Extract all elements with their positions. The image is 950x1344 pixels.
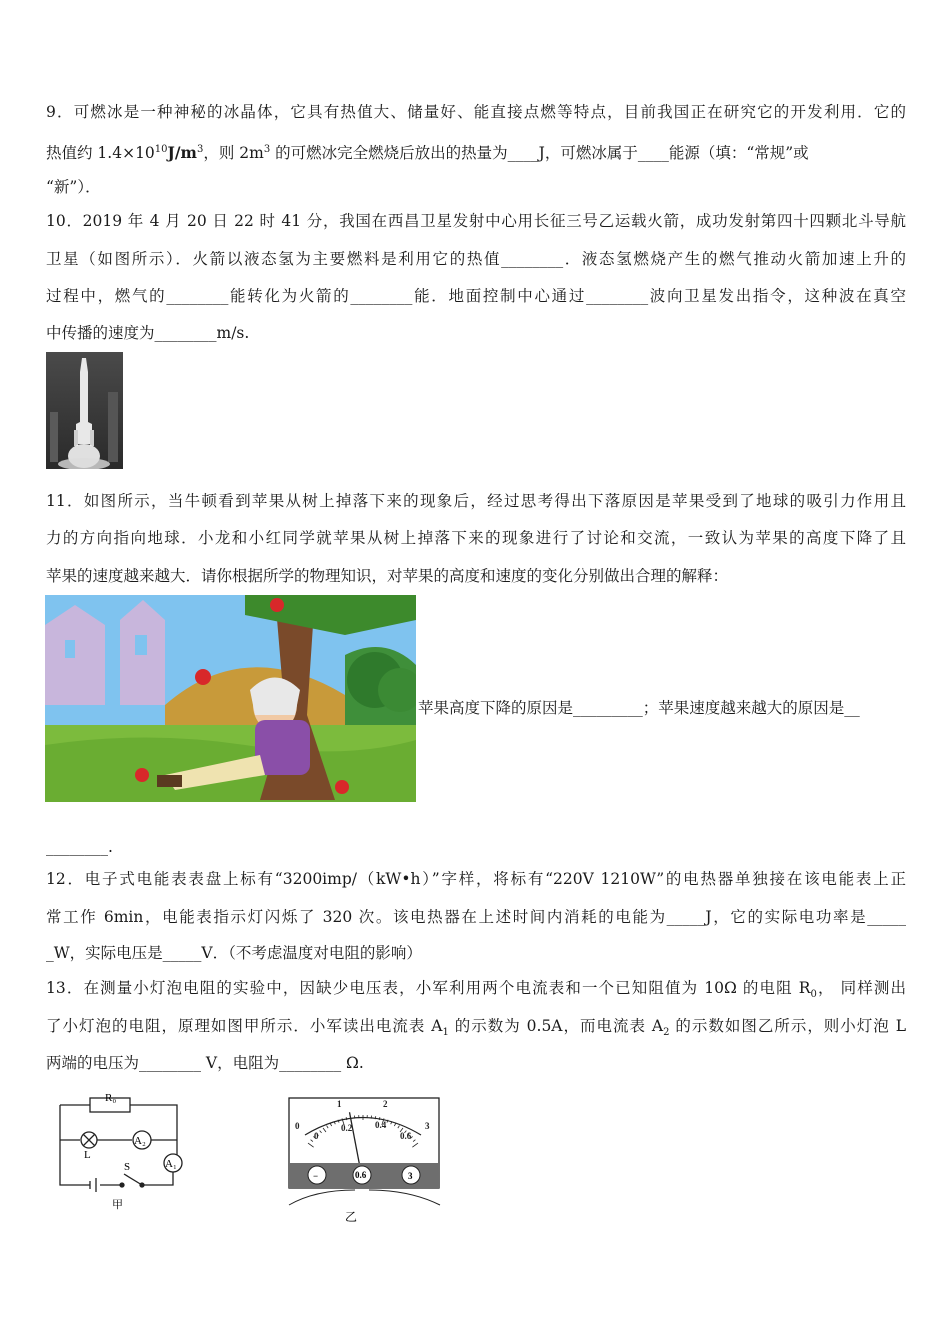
- q9-exponent: 10: [154, 144, 168, 155]
- q12-line2: 常工作 6min，电能表指示灯闪烁了 320 次。该电热器在上述时间内消耗的电能为_____J，它的实际电功率是_____: [46, 908, 906, 926]
- bottom-scale-0.6: 0.6: [400, 1131, 412, 1141]
- q13-text-b: ， 同样测出: [816, 979, 906, 997]
- q9-line1: 9．可燃冰是一种神秘的冰晶体，它具有热值大、储量好、能直接点燃等特点，目前我国正在研究它的开发利用．它的: [46, 103, 906, 121]
- ammeter-diagram: [285, 1095, 445, 1230]
- rocket-image: [46, 352, 123, 469]
- q11-line2: 力的方向指向地球．小龙和小红同学就苹果从树上掉落下来的现象进行了讨论和交流，一致认为苹果的高度下降了且: [46, 529, 906, 547]
- circuit-caption: 甲: [112, 1199, 123, 1211]
- q11-tail: ________.: [46, 838, 113, 856]
- q9-text-a: 热值约 1.4×10: [46, 144, 155, 163]
- q13-line2: [46, 1015, 906, 1044]
- q10-line4: 中传播的速度为________m/s.: [46, 324, 250, 342]
- q10-line3: 过程中，燃气的________能转化为火箭的________能．地面控制中心通过________波向卫星发出指令，这种波在真空: [46, 287, 906, 305]
- ammeter-tick: [375, 1116, 376, 1119]
- q13-subscript: 0: [810, 989, 817, 1001]
- q11-beside-image: 苹果高度下降的原因是_________；苹果速度越来越大的原因是__: [418, 699, 860, 717]
- q9-text-b: J/m: [167, 143, 197, 163]
- lamp-label: L: [84, 1149, 91, 1161]
- q13-line1: [46, 977, 906, 1006]
- q10-line2: 卫星（如图所示）．火箭以液态氢为主要燃料是利用它的热值________．液态氢燃烧产生的燃气推动火箭加速上升的: [46, 250, 906, 268]
- top-scale-0: 0: [295, 1121, 300, 1131]
- q9-line2: [46, 139, 809, 164]
- terminal-3: 3: [408, 1171, 413, 1181]
- switch-label: S: [124, 1161, 131, 1173]
- q9-line3: “新”）．: [46, 178, 101, 196]
- q9-text-c: ，则 2m: [203, 144, 264, 163]
- q11-line1: 11．如图所示，当牛顿看到苹果从树上掉落下来的现象后，经过思考得出下落原因是苹果受到了地球的吸引力作用且: [46, 492, 906, 510]
- terminal-0.6: 0.6: [355, 1170, 367, 1180]
- circuit-diagram: [52, 1090, 192, 1215]
- q9-text-d: 的可燃冰完全燃烧后放出的热量为____J，可燃冰属于____能源（填：“常规”或: [270, 144, 809, 163]
- a1-label: A₁: [165, 1158, 177, 1170]
- a2-label: A₂: [134, 1135, 146, 1147]
- q12-line3: _W，实际电压是_____V．（不考虑温度对电阻的影响）: [46, 944, 422, 962]
- newton-apple-image: [45, 595, 416, 802]
- q11-line3: 苹果的速度越来越大．请你根据所学的物理知识，对苹果的高度和速度的变化分别做出合理的解释：: [46, 567, 729, 585]
- r0-label: R₀: [105, 1092, 117, 1104]
- q13-text-b: 的示数为 0.5A，而电流表 A: [448, 1017, 664, 1035]
- q13-subscript: 2: [663, 1027, 670, 1039]
- q12-line1: 12．电子式电能表表盘上标有“3200imp/（kW•h）”字样，将标有“220V 1210W”的电热器单独接在该电能表上正: [46, 870, 906, 888]
- q13-line3: 两端的电压为________ V，电阻为________ Ω.: [46, 1054, 364, 1072]
- bottom-scale-0: 0: [314, 1131, 319, 1141]
- top-scale-1: 1: [337, 1099, 342, 1109]
- q9-exponent: 3: [196, 144, 204, 155]
- top-scale-2: 2: [383, 1099, 388, 1109]
- terminal-negative: −: [313, 1171, 319, 1181]
- q13-text-c: 的示数如图乙所示，则小灯泡 L: [669, 1017, 906, 1035]
- q13-subscript: 1: [442, 1027, 449, 1039]
- q13-text-a: 13．在测量小灯泡电阻的实验中，因缺少电压表，小军利用两个电流表和一个已知阻值为 10Ω 的电阻 R: [46, 979, 811, 997]
- q13-text-a: 了小灯泡的电阻，原理如图甲所示．小军读出电流表 A: [46, 1017, 443, 1035]
- top-scale-3: 3: [425, 1121, 430, 1131]
- q9-exponent: 3: [263, 144, 271, 155]
- bottom-scale-0.2: 0.2: [341, 1123, 353, 1133]
- bottom-scale-0.4: 0.4: [375, 1120, 387, 1130]
- q10-line1: 10．2019 年 4 月 20 日 22 时 41 分，我国在西昌卫星发射中心用长征三号乙运载火箭，成功发射第四十四颗北斗导航: [46, 212, 906, 230]
- ammeter-caption: 乙: [345, 1210, 358, 1224]
